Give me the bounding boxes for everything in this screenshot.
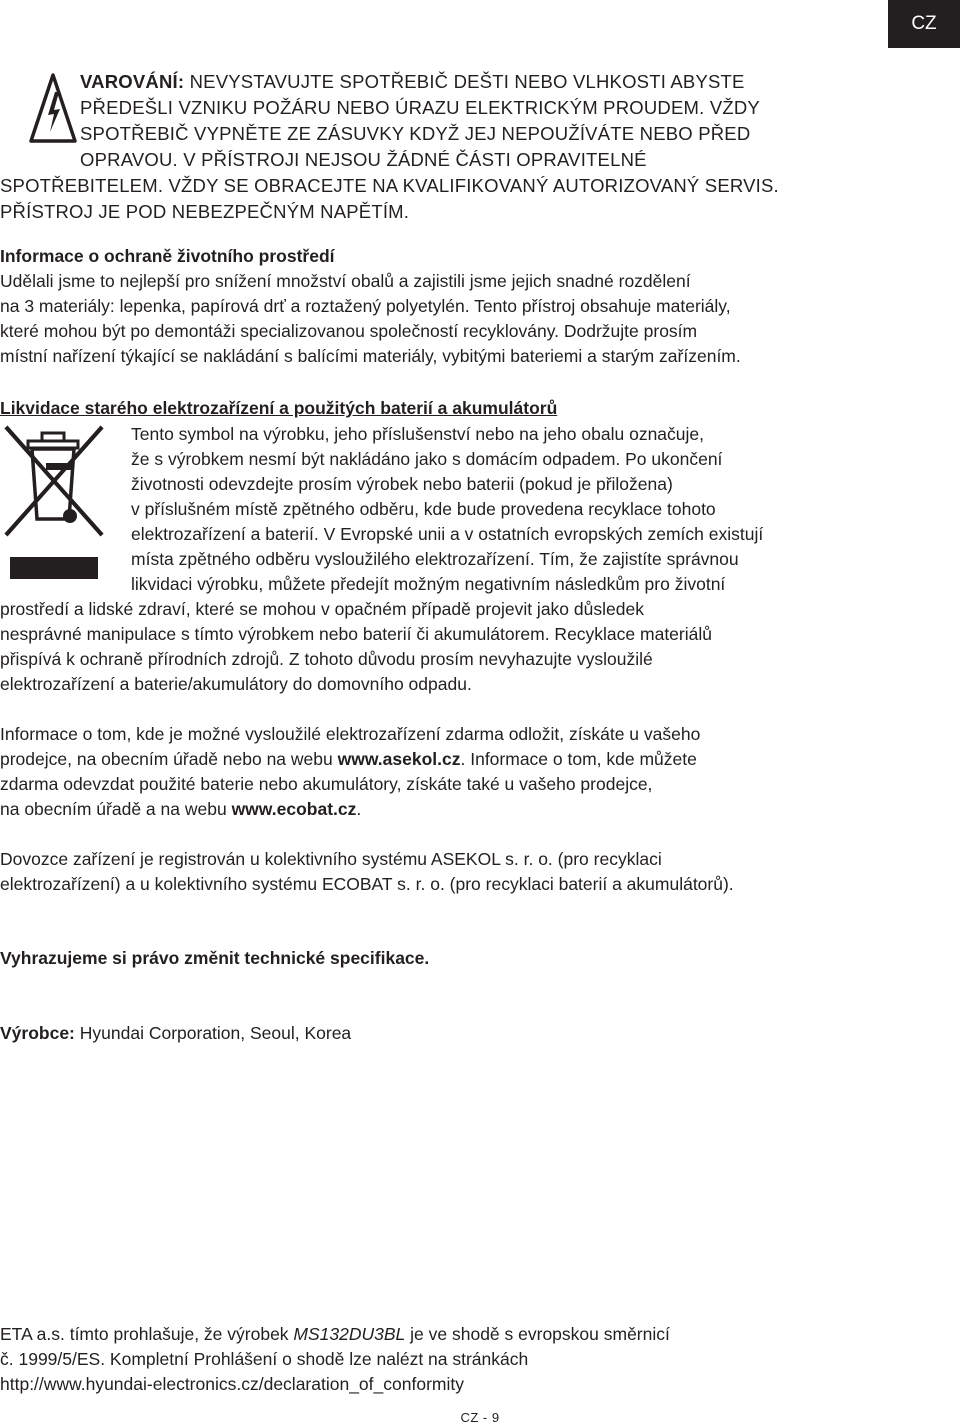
paragraph-line: elektrozařízení) a u kolektivního systému ECOBAT s. r. o. (pro recyklaci baterií a akumulátorů). bbox=[0, 874, 734, 894]
paragraph-line: Dovozce zařízení je registrován u kolektivního systému ASEKOL s. r. o. (pro recyklaci bbox=[0, 849, 662, 869]
warning-line: SPOTŘEBITELEM. VŽDY SE OBRACEJTE NA KVALIFIKOVANÝ AUTORIZOVANÝ SERVIS. bbox=[0, 175, 779, 196]
paragraph-line: Tento symbol na výrobku, jeho příslušenství nebo na jeho obalu označuje, bbox=[131, 424, 704, 444]
environment-section bbox=[0, 244, 930, 369]
warning-line: PŘÍSTROJ JE POD NEBEZPEČNÝM NAPĚTÍM. bbox=[0, 201, 410, 222]
declaration-url[interactable]: http://www.hyundai-electronics.cz/declaration_of_conformity bbox=[0, 1374, 464, 1394]
conformity-declaration bbox=[0, 1322, 930, 1397]
paragraph-line: Udělali jsme to nejlepší pro snížení množství obalů a zajistili jsme jejich snadné rozdělení bbox=[0, 271, 691, 291]
warning-line: OPRAVOU. V PŘÍSTROJI NEJSOU ŽÁDNÉ ČÁSTI OPRAVITELNÉ bbox=[80, 149, 647, 170]
paragraph-line: přispívá k ochraně přírodních zdrojů. Z tohoto důvodu prosím nevyhazujte vysloužilé bbox=[0, 649, 653, 669]
manufacturer-value: Hyundai Corporation, Seoul, Korea bbox=[74, 1023, 352, 1043]
warning-line: SPOTŘEBIČ VYPNĚTE ZE ZÁSUVKY KDYŽ JEJ NEPOUŽÍVÁTE NEBO PŘED bbox=[80, 123, 751, 144]
warning-line: PŘEDEŠLI VZNIKU POŽÁRU NEBO ÚRAZU ELEKTRICKÝM PROUDEM. VŽDY bbox=[80, 97, 760, 118]
ecobat-link[interactable]: www.ecobat.cz bbox=[231, 799, 357, 819]
paragraph-line: ETA a.s. tímto prohlašuje, že výrobek MS132DU3BL je ve shodě s evropskou směrnicí bbox=[0, 1324, 670, 1344]
paragraph-line: prostředí a lidské zdraví, které se mohou v opačném případě projevit jako důsledek bbox=[0, 599, 644, 619]
paragraph-line: že s výrobkem nesmí být nakládáno jako s domácím odpadem. Po ukončení bbox=[131, 449, 723, 469]
model-number: MS132DU3BL bbox=[293, 1324, 406, 1344]
manufacturer-label: Výrobce: bbox=[0, 1023, 75, 1043]
manufacturer-info bbox=[0, 1021, 930, 1046]
paragraph-line: zdarma odevzdat použité baterie nebo akumulátory, získáte také u vašeho prodejce, bbox=[0, 774, 653, 794]
asekol-link[interactable]: www.asekol.cz bbox=[337, 749, 461, 769]
crossed-out-bin-icon bbox=[0, 423, 108, 583]
paragraph-line: na obecním úřadě a na webu www.ecobat.cz. bbox=[0, 799, 362, 819]
disposal-heading-block bbox=[0, 396, 930, 421]
section-heading: Likvidace starého elektrozařízení a použitých baterií a akumulátorů bbox=[0, 398, 558, 418]
section-heading: Informace o ochraně životního prostředí bbox=[0, 246, 335, 266]
paragraph-line: na 3 materiály: lepenka, papírová drť a roztažený polyetylén. Tento přístroj obsahuje materiály, bbox=[0, 296, 731, 316]
paragraph-line: místní nařízení týkající se nakládání s balícími materiály, vybitými bateriemi a starým zařízením. bbox=[0, 346, 741, 366]
importer-info bbox=[0, 847, 930, 897]
paragraph-line: nesprávné manipulace s tímto výrobkem nebo baterií či akumulátorem. Recyklace materiálů bbox=[0, 624, 712, 644]
disposal-indented-text bbox=[131, 422, 763, 597]
page-number: CZ - 9 bbox=[460, 1410, 500, 1425]
warning-line: NEVYSTAVUJTE SPOTŘEBIČ DEŠTI NEBO VLHKOSTI ABYSTE bbox=[189, 71, 745, 92]
high-voltage-warning-icon bbox=[28, 72, 78, 144]
paragraph-line: prodejce, na obecním úřadě nebo na webu www.asekol.cz. Informace o tom, kde můžete bbox=[0, 749, 697, 769]
paragraph-line: likvidaci výrobku, můžete předejít možným negativním následkům pro životní bbox=[131, 574, 726, 594]
collection-info bbox=[0, 722, 930, 822]
paragraph-line: životnosti odevzdejte prosím výrobek nebo baterii (pokud je přiložena) bbox=[131, 474, 673, 494]
language-tab: CZ bbox=[888, 0, 960, 48]
reserve-notice: Vyhrazujeme si právo změnit technické specifikace. bbox=[0, 948, 430, 968]
paragraph-line: Informace o tom, kde je možné vysloužilé elektrozařízení zdarma odložit, získáte u vašeho bbox=[0, 724, 701, 744]
paragraph-line: v příslušném místě zpětného odběru, kde bude provedena recyklace tohoto bbox=[131, 499, 716, 519]
paragraph-line: místa zpětného odběru vysloužilého elektrozařízení. Tím, že zajistíte správnou bbox=[131, 549, 739, 569]
spec-reserve-note bbox=[0, 946, 930, 971]
disposal-full-text bbox=[0, 597, 930, 697]
warning-label: VAROVÁNÍ: bbox=[80, 71, 185, 92]
paragraph-line: č. 1999/5/ES. Kompletní Prohlášení o shodě lze nalézt na stránkách bbox=[0, 1349, 529, 1369]
paragraph-line: elektrozařízení a baterií. V Evropské unii a v ostatních evropských zemích existují bbox=[131, 524, 764, 544]
paragraph-line: elektrozařízení a baterie/akumulátory do domovního odpadu. bbox=[0, 674, 472, 694]
paragraph-line: které mohou být po demontáži specializovanou společností recyklovány. Dodržujte prosím bbox=[0, 321, 698, 341]
warning-notice bbox=[0, 69, 940, 225]
